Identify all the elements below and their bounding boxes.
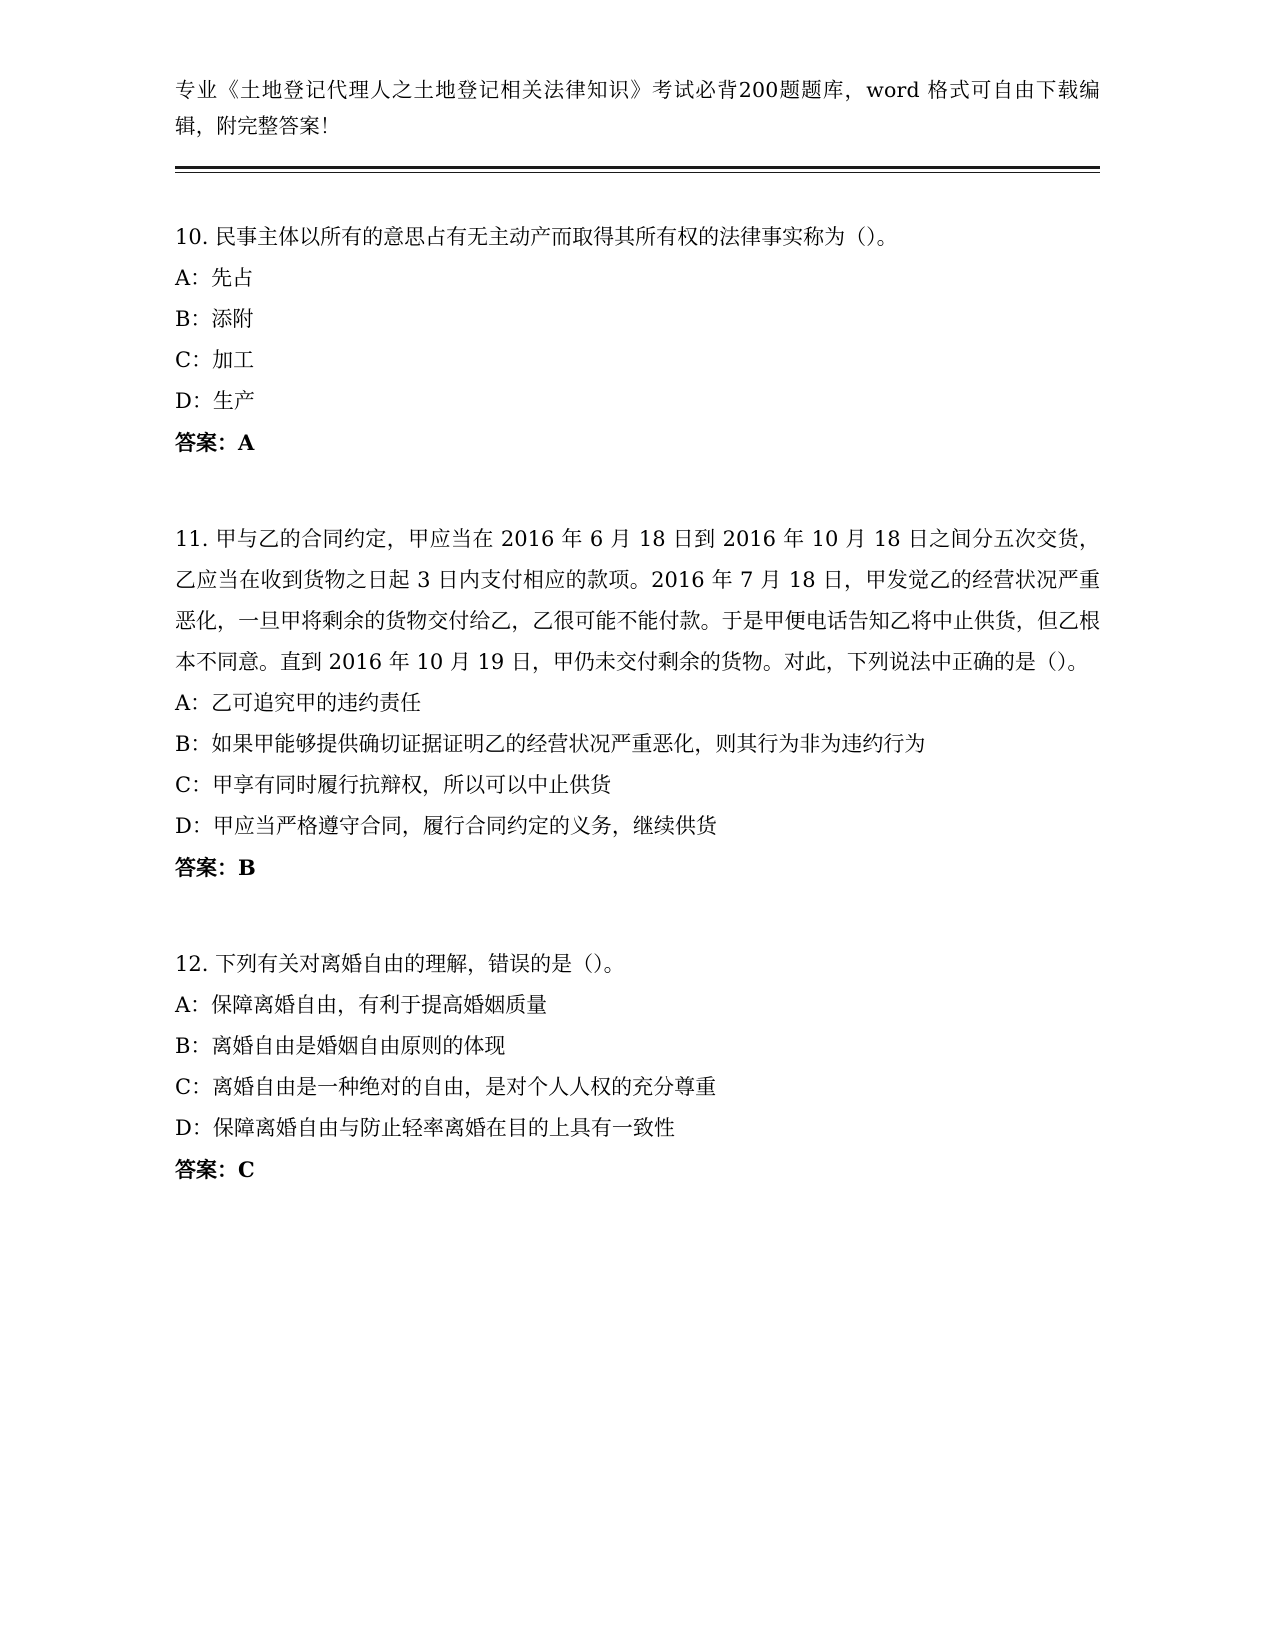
question-answer: 答案：B <box>175 855 256 880</box>
question-option: B：添附 <box>175 307 254 331</box>
question-option: B：如果甲能够提供确切证据证明乙的经营状况严重恶化，则其行为非为违约行为 <box>175 732 926 756</box>
question-block <box>175 519 1100 888</box>
question-list <box>175 217 1100 1190</box>
question-block <box>175 944 1100 1190</box>
question-stem: 10. 民事主体以所有的意思占有无主动产而取得其所有权的法律事实称为（）。 <box>175 225 898 249</box>
question-option: A：先占 <box>175 266 254 290</box>
question-stem: 12. 下列有关对离婚自由的理解，错误的是（）。 <box>175 952 625 976</box>
question-option: B：离婚自由是婚姻自由原则的体现 <box>175 1034 506 1058</box>
question-option: D：保障离婚自由与防止轻率离婚在目的上具有一致性 <box>175 1116 675 1140</box>
question-block <box>175 217 1100 463</box>
question-option: C：加工 <box>175 348 255 372</box>
page-header-title: 专业《土地登记代理人之土地登记相关法律知识》考试必背200题题库，word 格式可自由下载编辑，附完整答案！ <box>175 78 1100 138</box>
question-option: D：生产 <box>175 389 255 413</box>
question-option: C：甲享有同时履行抗辩权，所以可以中止供货 <box>175 773 612 797</box>
header-divider <box>175 166 1100 173</box>
question-option: D：甲应当严格遵守合同，履行合同约定的义务，继续供货 <box>175 814 717 838</box>
question-answer: 答案：A <box>175 430 255 455</box>
question-option: C：离婚自由是一种绝对的自由，是对个人人权的充分尊重 <box>175 1075 717 1099</box>
question-option: A：乙可追究甲的违约责任 <box>175 691 422 715</box>
question-option: A：保障离婚自由，有利于提高婚姻质量 <box>175 993 548 1017</box>
question-answer: 答案：C <box>175 1157 255 1182</box>
question-stem: 11. 甲与乙的合同约定，甲应当在 2016 年 6 月 18 日到 2016 年 10 月 18 日之间分五次交货，乙应当在收到货物之日起 3 日内支付相应的款项。2016 年 7 月 18 日，甲发觉乙的经营状况严重恶化，一旦甲将剩余的货物交付给乙，乙很可能不能付款。于是甲便电话告知乙将中止供货，但乙根本不同意。直到 2016 年 10 月 19 日，甲仍未交付剩余的货物。对此，下列说法中正确的是（）。 <box>175 527 1100 674</box>
